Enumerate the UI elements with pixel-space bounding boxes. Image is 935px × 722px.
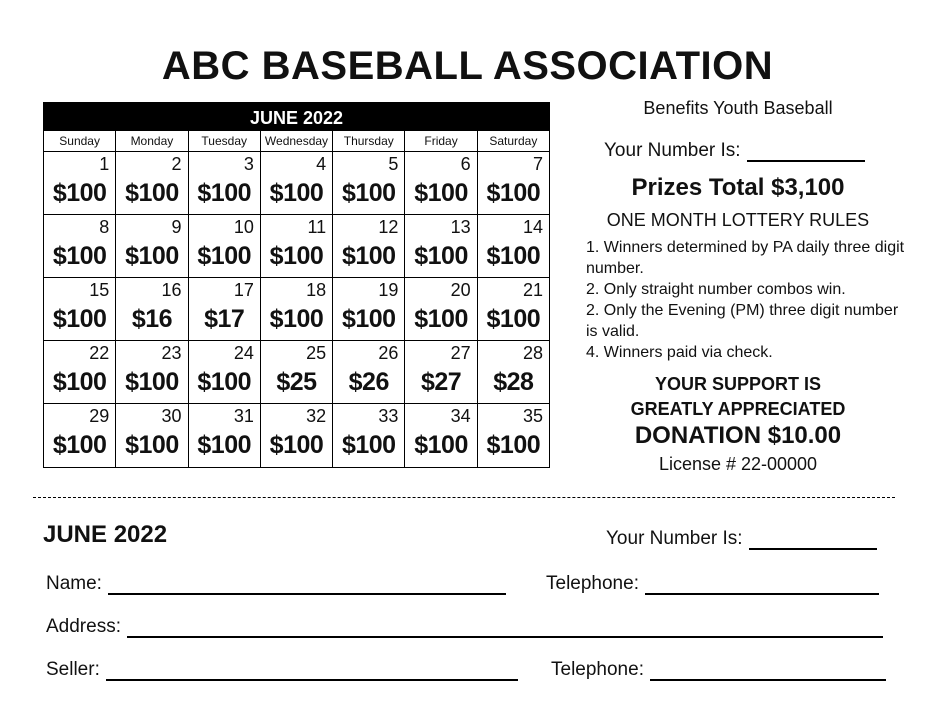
day-number: 22	[89, 343, 110, 363]
day-prize: $100	[125, 431, 179, 459]
day-prize: $100	[197, 431, 252, 459]
form-month: JUNE 2022	[43, 521, 168, 548]
day-number: 32	[306, 406, 327, 426]
calendar-day-cell	[261, 341, 333, 404]
dow-monday: Monday	[116, 131, 188, 152]
calendar-day-cell	[189, 152, 261, 215]
form-your-number-line[interactable]	[749, 530, 877, 550]
calendar-day-cell	[44, 278, 116, 341]
calendar-week-row	[44, 152, 549, 215]
calendar-day-cell	[333, 215, 405, 278]
day-prize: $100	[52, 431, 107, 459]
day-prize: $100	[269, 431, 324, 459]
day-prize: $17	[204, 305, 245, 333]
calendar-day-cell	[44, 404, 116, 467]
your-number-line[interactable]	[747, 142, 865, 162]
day-number: 19	[378, 280, 399, 300]
calendar-day-cell	[44, 152, 116, 215]
calendar-day-cell	[333, 341, 405, 404]
day-prize: $100	[414, 305, 468, 333]
support-line-2: GREATLY APPRECIATED	[630, 399, 846, 419]
day-prize: $25	[276, 368, 317, 396]
dow-sunday: Sunday	[44, 131, 116, 152]
calendar-day-cell	[116, 404, 188, 467]
calendar-week-row	[44, 404, 549, 467]
day-number: 1	[99, 154, 110, 174]
seller-label: Seller:	[46, 659, 100, 680]
day-number: 23	[161, 343, 182, 363]
address-line[interactable]	[127, 618, 883, 638]
rule-item: 2. Only straight number combos win.	[586, 281, 846, 298]
calendar-day-cell	[44, 215, 116, 278]
dow-saturday: Saturday	[478, 131, 549, 152]
telephone-line[interactable]	[645, 575, 879, 595]
day-number: 3	[243, 154, 254, 174]
calendar-day-cell	[116, 278, 188, 341]
day-number: 10	[233, 217, 254, 237]
day-number: 28	[522, 343, 543, 363]
calendar-day-cell	[333, 278, 405, 341]
calendar-day-cell	[261, 278, 333, 341]
calendar-day-cell	[261, 152, 333, 215]
donation-amount: DONATION $10.00	[634, 422, 842, 449]
rule-item: 4. Winners paid via check.	[586, 344, 773, 361]
day-number: 2	[171, 154, 182, 174]
seller-line[interactable]	[106, 661, 518, 681]
day-prize: $100	[414, 431, 468, 459]
calendar-week-row	[44, 341, 549, 404]
day-prize: $100	[486, 179, 541, 207]
day-prize: $16	[131, 305, 173, 333]
day-number: 30	[161, 406, 182, 426]
calendar-day-cell	[261, 404, 333, 467]
day-number: 9	[171, 217, 182, 237]
calendar-day-cell	[116, 215, 188, 278]
day-number: 8	[99, 217, 110, 237]
day-prize: $100	[341, 431, 396, 459]
day-number: 27	[450, 343, 471, 363]
day-number: 29	[89, 406, 110, 426]
form-telephone	[546, 573, 879, 595]
form-your-number-label: Your Number Is:	[606, 528, 743, 549]
telephone-label: Telephone:	[546, 573, 639, 594]
day-prize: $28	[493, 368, 534, 396]
calendar-day-cell	[333, 152, 405, 215]
day-number: 14	[522, 217, 543, 237]
name-line[interactable]	[108, 575, 506, 595]
calendar-day-cell	[405, 278, 477, 341]
your-number-top	[604, 140, 865, 162]
day-prize: $100	[52, 305, 107, 333]
calendar-day-cell	[189, 341, 261, 404]
day-prize: $100	[486, 242, 541, 270]
dow-wednesday: Wednesday	[261, 131, 333, 152]
day-prize: $100	[341, 242, 396, 270]
day-prize: $100	[414, 242, 468, 270]
calendar-month-header: JUNE 2022	[44, 103, 549, 131]
calendar-day-cell	[189, 215, 261, 278]
calendar-day-cell	[478, 278, 549, 341]
day-prize: $100	[486, 431, 541, 459]
name-label: Name:	[46, 573, 102, 594]
day-number: 11	[307, 217, 327, 237]
day-number: 6	[460, 154, 471, 174]
day-number: 7	[532, 154, 543, 174]
day-prize: $100	[125, 179, 179, 207]
day-prize: $100	[269, 242, 324, 270]
seller-telephone-line[interactable]	[650, 661, 886, 681]
calendar-day-cell	[478, 152, 549, 215]
license-number: License # 22-00000	[658, 454, 818, 474]
day-prize: $100	[269, 179, 324, 207]
day-number: 18	[306, 280, 327, 300]
calendar	[43, 102, 550, 468]
calendar-day-cell	[478, 404, 549, 467]
calendar-week-row	[44, 215, 549, 278]
day-number: 15	[89, 280, 110, 300]
day-prize: $100	[341, 179, 396, 207]
calendar-day-cell	[116, 341, 188, 404]
dow-tuesday: Tuesday	[189, 131, 261, 152]
day-prize: $100	[414, 179, 468, 207]
calendar-day-cell	[405, 152, 477, 215]
days-of-week-row	[44, 131, 549, 152]
day-number: 35	[522, 406, 543, 426]
day-number: 17	[233, 280, 254, 300]
day-prize: $100	[52, 179, 107, 207]
day-prize: $100	[125, 242, 179, 270]
prizes-total: Prizes Total $3,100	[631, 174, 845, 201]
rule-item: 1. Winners determined by PA daily three digit number.	[586, 239, 905, 277]
calendar-day-cell	[405, 215, 477, 278]
dow-friday: Friday	[405, 131, 477, 152]
day-prize: $27	[420, 368, 462, 396]
day-number: 31	[233, 406, 254, 426]
day-prize: $100	[197, 179, 252, 207]
day-number: 12	[378, 217, 399, 237]
dow-thursday: Thursday	[333, 131, 405, 152]
day-number: 20	[450, 280, 471, 300]
calendar-day-cell	[116, 152, 188, 215]
form-your-number	[606, 528, 877, 550]
form-address	[46, 616, 883, 638]
day-number: 26	[378, 343, 399, 363]
day-number: 16	[161, 280, 182, 300]
day-prize: $100	[197, 368, 252, 396]
day-number: 24	[233, 343, 254, 363]
day-prize: $100	[486, 305, 541, 333]
cut-line-divider	[33, 497, 895, 498]
calendar-week-row	[44, 278, 549, 341]
rules-title: ONE MONTH LOTTERY RULES	[606, 210, 870, 230]
address-label: Address:	[46, 616, 121, 637]
support-line-1: YOUR SUPPORT IS	[654, 374, 822, 394]
calendar-day-cell	[405, 341, 477, 404]
calendar-day-cell	[189, 278, 261, 341]
day-prize: $100	[269, 305, 324, 333]
calendar-day-cell	[333, 404, 405, 467]
day-number: 4	[316, 154, 327, 174]
day-prize: $100	[197, 242, 252, 270]
day-prize: $26	[348, 368, 389, 396]
calendar-day-cell	[405, 404, 477, 467]
day-number: 21	[522, 280, 543, 300]
form-seller-telephone	[551, 659, 886, 681]
seller-telephone-label: Telephone:	[551, 659, 644, 680]
day-number: 33	[378, 406, 399, 426]
support-message	[568, 372, 908, 422]
day-prize: $100	[52, 242, 107, 270]
calendar-day-cell	[44, 341, 116, 404]
your-number-label: Your Number Is:	[604, 140, 741, 161]
day-prize: $100	[52, 368, 107, 396]
form-name	[46, 573, 506, 595]
form-seller	[46, 659, 518, 681]
page-title: ABC BASEBALL ASSOCIATION	[161, 44, 774, 88]
day-prize: $100	[341, 305, 396, 333]
day-number: 13	[450, 217, 471, 237]
calendar-day-cell	[478, 215, 549, 278]
calendar-day-cell	[261, 215, 333, 278]
rule-item: 2. Only the Evening (PM) three digit number is valid.	[586, 302, 899, 340]
day-number: 25	[306, 343, 327, 363]
benefits-text: Benefits Youth Baseball	[643, 98, 833, 118]
day-number: 34	[450, 406, 471, 426]
calendar-weeks	[44, 152, 549, 467]
calendar-day-cell	[189, 404, 261, 467]
rules-list	[586, 237, 908, 363]
calendar-day-cell	[478, 341, 549, 404]
day-number: 5	[388, 154, 399, 174]
day-prize: $100	[125, 368, 179, 396]
